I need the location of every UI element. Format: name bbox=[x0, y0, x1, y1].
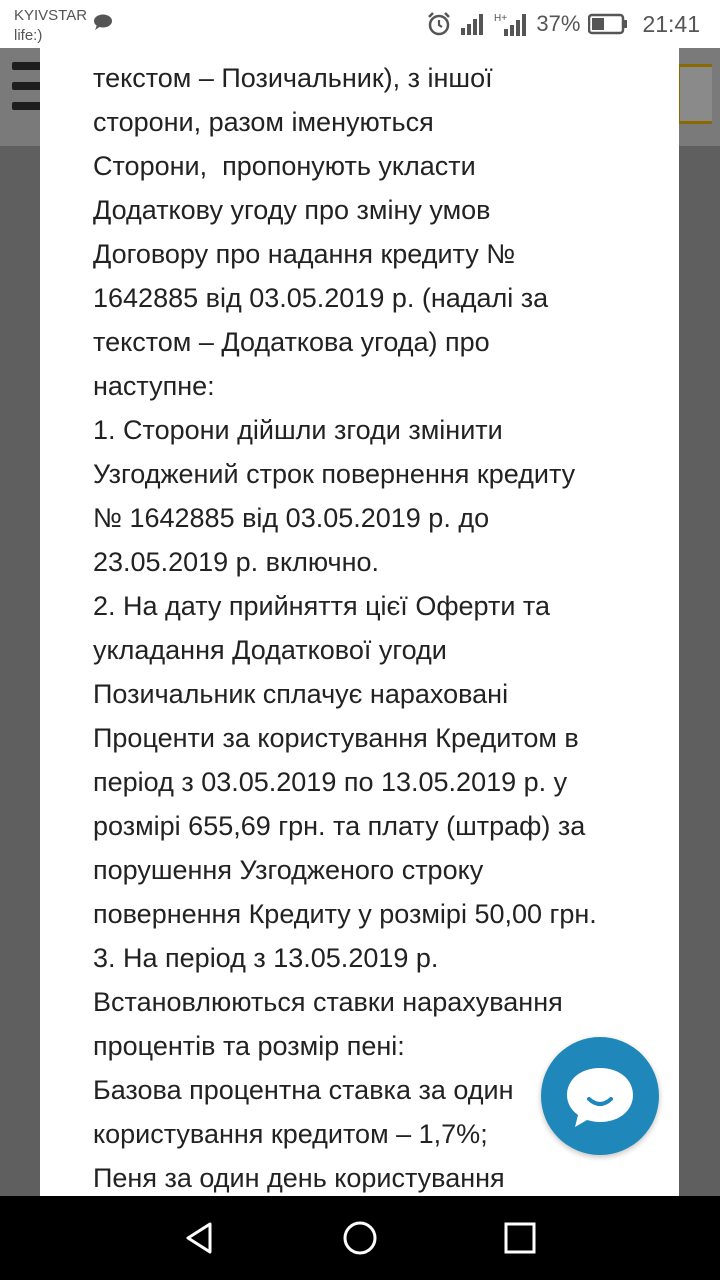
document-line: Сторони, пропонують укласти bbox=[93, 151, 476, 181]
alarm-icon bbox=[426, 11, 452, 37]
document-line: текстом – Позичальник), з іншої bbox=[93, 63, 493, 93]
document-line: Додаткову угоду про зміну умов bbox=[93, 195, 491, 225]
status-icons bbox=[426, 10, 700, 38]
battery-icon bbox=[588, 13, 628, 35]
document-line: сторони, разом іменуються bbox=[93, 107, 434, 137]
carrier-line-2: life:) bbox=[14, 27, 43, 44]
document-line: 1642885 від 03.05.2019 р. (надалі за bbox=[93, 283, 549, 313]
app-bar-action-button[interactable] bbox=[677, 64, 712, 124]
document-line: Проценти за користування Кредитом в bbox=[93, 723, 579, 753]
document-line: наступне: bbox=[93, 371, 215, 401]
battery-percent: 37% bbox=[536, 11, 581, 36]
document-line: 3. На період з 13.05.2019 р. bbox=[93, 943, 439, 973]
chat-support-button[interactable] bbox=[541, 1037, 659, 1155]
signal-4g-icon bbox=[494, 11, 528, 37]
svg-text:H+: H+ bbox=[494, 13, 508, 24]
document-line: Узгоджений строк повернення кредиту bbox=[93, 459, 576, 489]
clock: 21:41 bbox=[642, 10, 700, 37]
document-line: 2. На дату прийняття цієї Оферти та bbox=[93, 591, 550, 621]
document-line: Пеня за один день користування bbox=[93, 1163, 505, 1193]
document-line: № 1642885 від 03.05.2019 р. до bbox=[93, 503, 490, 533]
document-line: процентів та розмір пені: bbox=[93, 1031, 405, 1061]
back-triangle-icon[interactable] bbox=[180, 1218, 220, 1258]
chat-bubble-icon bbox=[93, 14, 113, 30]
document-line: укладання Додаткової угоди bbox=[93, 635, 447, 665]
document-line: період з 03.05.2019 по 13.05.2019 р. у bbox=[93, 767, 568, 797]
document-line: 23.05.2019 р. включно. bbox=[93, 547, 380, 577]
carrier-line-1: KYIVSTAR bbox=[14, 7, 88, 24]
agreement-dialog bbox=[40, 48, 679, 1196]
document-line: Встановлюються ставки нарахування bbox=[93, 987, 563, 1017]
recents-square-icon[interactable] bbox=[500, 1218, 540, 1258]
document-line: Позичальник сплачує нараховані bbox=[93, 679, 509, 709]
agreement-text bbox=[93, 56, 653, 1196]
home-circle-icon[interactable] bbox=[340, 1218, 380, 1258]
status-bar bbox=[0, 0, 720, 48]
system-nav-bar bbox=[0, 1196, 720, 1280]
document-line: Базова процентна ставка за один bbox=[93, 1075, 514, 1105]
document-line: користування кредитом – 1,7%; bbox=[93, 1119, 488, 1149]
document-line: порушення Узгодженого строку bbox=[93, 855, 484, 885]
document-line: текстом – Додаткова угода) про bbox=[93, 327, 490, 357]
document-line: Договору про надання кредиту № bbox=[93, 239, 516, 269]
carrier-label bbox=[14, 6, 87, 46]
document-line: розмірі 655,69 грн. та плату (штраф) за bbox=[93, 811, 586, 841]
chat-support-icon bbox=[541, 1037, 659, 1155]
document-line: 1. Сторони дійшли згоди змінити bbox=[93, 415, 503, 445]
hamburger-menu-icon[interactable] bbox=[12, 62, 42, 122]
signal-icon bbox=[460, 12, 486, 36]
document-line: повернення Кредиту у розмірі 50,00 грн. bbox=[93, 899, 597, 929]
